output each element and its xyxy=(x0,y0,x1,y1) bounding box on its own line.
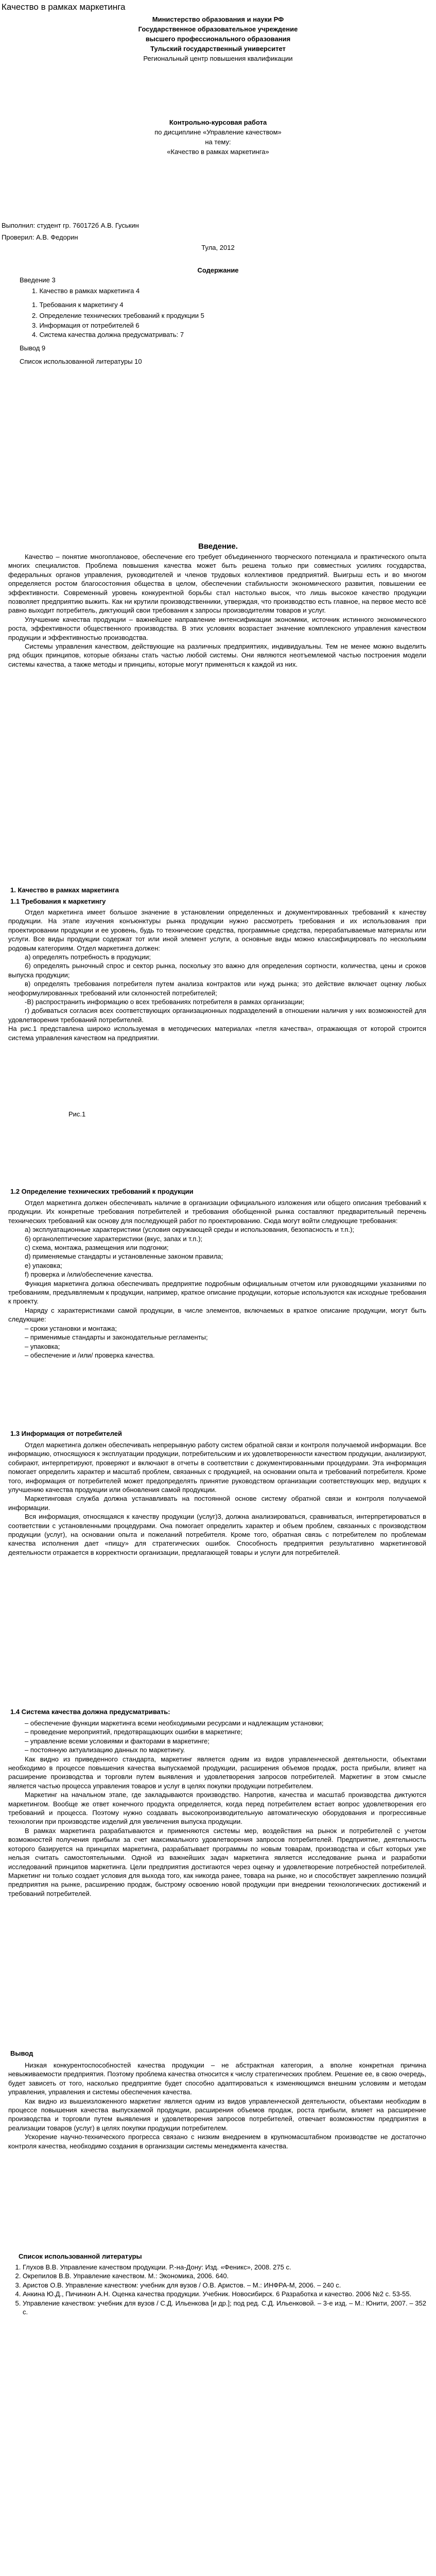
reference-item: 4. Анкина Ю.Д., Пичинкин А.Н. Оценка качества продукции. Учебник. Новосибирск. 6 Разработка и качество. 2006 №2 с. 53-55. xyxy=(23,2290,426,2298)
list-item: а) эксплуатационные характеристики (условия окружающей среды и использования, безопасность и т.п.); xyxy=(25,1226,355,1234)
toc-item[interactable]: 1. Требования к маркетингу 4 xyxy=(32,301,124,309)
tech-requirements-text xyxy=(8,1198,426,1360)
references-heading: Список использованной литературы xyxy=(19,2252,142,2260)
toc-heading: Содержание xyxy=(197,266,239,274)
reference-item: 3. Аристов О.В. Управление качеством: учебник для вузов / О.В. Аристов. – М.: ИНФРА-М, 2006. – 240 с. xyxy=(23,2281,426,2290)
list-item: е) упаковка; xyxy=(25,1261,62,1269)
list-item: б) определять рыночный спрос и сектор рынка, поскольку это важно для определения сортности, количества, цены и сроков выпуска продукции; xyxy=(8,962,426,979)
list-item: а) определять потребность в продукции; xyxy=(25,953,151,961)
body-paragraph: Низкая конкурентоспособностей качества продукции – не абстрактная категория, а вполне конкретная причина невыживаемости предприятия. Поэтому проблема качества относится к числу стратегических проблем. Решение ее, в свою очередь, будет зависеть от того, насколько предприятие будет способно адаптироваться к изменяющимся внешним условиям и методам управления, управления и системы обеспечения качества. xyxy=(8,2061,426,2096)
conclusion-heading: Вывод xyxy=(10,2049,33,2057)
body-paragraph: Как видно из вышеизложенного маркетинг является одним из видов управленческой деятельности, объектами необходим в процессе повышения качества выпускаемой продукции, расширения объемов продаж, роста прибыли, влияет на расширение производства и торговли путем выявления и удовлетворения запросов потребителей, отвечает возможностям предприятия в реализации товаров (услуг) в целях покупки продукции потребителем. xyxy=(8,2097,426,2132)
body-paragraph: Функция маркетинга должна обеспечивать предприятие подробным официальным отчетом или руководящими указаниями по требованиям, предъявляемым к продукции, например, краткое описание продукции, которые используются как исходные требования к проекту. xyxy=(8,1279,426,1306)
list-item: d) применяемые стандарты и установленные законом правила; xyxy=(25,1252,223,1261)
list-item: -В) распространить информацию о всех требованиях потребителя в рамках организации; xyxy=(25,998,305,1006)
body-paragraph: Вся информация, относящаяся к качеству продукции (услуг)3, должна анализироваться, сравниваться, интерпретироваться в соответствии с установленными процедурами. Она помогает определить характер и объем проблем, связанных с производством продукции (услуг), на основании опыта и пожеланий потребителя. Кроме того, обратная связь с потребителем по проблемам качества исполнения дает «пищу» для стратегических ошибок. Способность предприятия результативно маркетинговой деятельности отражается в корректности организации, предлагающей товары и услуги для потребителей. xyxy=(8,1513,426,1556)
institution-line-2: высшего профессионального образования xyxy=(145,35,291,43)
list-item: – обеспечение и /или/ проверка качества. xyxy=(25,1351,155,1359)
list-item: – упаковка; xyxy=(25,1342,60,1350)
body-paragraph: Наряду с характеристиками самой продукции, в числе элементов, включаемых в краткое описание продукции, могут быть следующие: xyxy=(8,1306,426,1324)
work-discipline: по дисциплине «Управление качеством» xyxy=(154,128,282,136)
intro-heading: Введение. xyxy=(198,542,238,551)
quality-system-text xyxy=(8,1719,426,1898)
customer-info-text xyxy=(8,1440,426,1557)
body-paragraph: На рис.1 представлена широко используемая в методических материалах «петля качества», отражающая от которой строится система управления качеством на предприятии. xyxy=(8,1025,426,1042)
subsection-heading: 1.4 Система качества должна предусматривать: xyxy=(10,1708,170,1716)
body-paragraph: – обеспечение функции маркетинга всеми необходимыми ресурсами и надлежащим установки; xyxy=(25,1719,324,1727)
subsection-heading: 1.3 Информация от потребителей xyxy=(10,1430,123,1437)
toc-item[interactable]: 1. Качество в рамках маркетинга 4 xyxy=(32,287,140,295)
work-type: Контрольно-курсовая работа xyxy=(169,118,267,126)
header-block xyxy=(0,14,436,63)
list-item: б) органолептические характеристики (вкус, запах и т.п.); xyxy=(25,1234,203,1243)
body-paragraph: Ускорение научно-технического прогресса связано с низким внедрением в крупномасштабном производстве не достаточно контроля качества, необходимо создания в организации системы менеджмента качества. xyxy=(8,2133,426,2150)
body-paragraph: В рамках маркетинга разрабатываются и применяются системы мер, воздействия на рынок и потребителей с учетом возможностей получения прибыли за счет максимального удовлетворения запросов потребителей. Предприятие, деятельность которого базируется на принципах маркетинга, разрабатывает программы по новым товарам, производства и сбыт которых уже нельзя считать самостоятельными. Одной из важнейших задач маркетинга является исследование рынка и разработки исследований принципов маркетинга. Цели предприятия достигаются через оценку и удовлетворение потребностей потребителей. Маркетинг ни только создает условия для выхода того, как никогда ранее, товара на рынке, но и способствует закреплению позиций предприятия на рынке, расширению продаж, быстрому освоению новой продукции при внедрении технологических достижений и требований потребителей. xyxy=(8,1826,426,1897)
body-paragraph: Маркетинг на начальном этапе, где закладываются производство. Напротив, качества и масштаб производства диктуются маркетингом. Вообще же ответ конечного продукта определяется, когда перед потребителем встает вопрос удовлетворения его требований и процесса. Поэтому нужно создавать высокопроизводительную автоматическую оборудования и прогрессивные технологии при производстве изделий для увеличения выпуска продукции. xyxy=(8,1791,426,1826)
body-paragraph: Отдел маркетинга должен обеспечивать непрерывную работу систем обратной связи и контроля получаемой информации. Все информацию, относящуюся к эксплуатации продукции, потребительским и их удовлетворенности качеством продукции, анализируют, собирают, интерпретируют, проверяют и включают в отчеты в соответствии с документированными процедурами. Эта информация помогает определить характер и масштаб проблем, связанных с продукцией, на основании опыта и требований потребителя. Кроме того, информация от потребителей может предопределять принятие руководством организации соответствующих мер, ведущих к улучшению качества продукции или обновления самой продукции. xyxy=(8,1441,426,1494)
student-signature: Выполнил: студент гр. 760172б А.В. Гуськин xyxy=(2,222,139,229)
intro-text xyxy=(8,552,426,669)
toc-item[interactable]: 2. Определение технических требований к продукции 5 xyxy=(32,312,204,319)
page-title: Качество в рамках маркетинга xyxy=(2,2,126,12)
list-item: с) схема, монтажа, размещения или подгонки; xyxy=(25,1244,169,1252)
list-item: – управление всеми условиями и факторами в маркетинге; xyxy=(25,1737,210,1745)
ministry-line: Министерство образования и науки РФ xyxy=(152,15,284,23)
references-list xyxy=(8,2263,426,2316)
intro-paragraph: Улучшение качества продукции – важнейшее направление интенсификации экономики, источник истинного экономического роста, эффективности общественного производства. В этих условиях возрастает значение комплексного управления качеством продукции и эффективностью производства. xyxy=(8,615,426,641)
figure-caption: Рис.1 xyxy=(68,1110,86,1118)
list-item: г) добиваться согласия всех соответствующих организационных подразделений в отношении наличия у них возможностей для удовлетворения требований потребителей. xyxy=(8,1007,426,1024)
section-heading: 1. Качество в рамках маркетинга xyxy=(10,886,119,894)
subsection-heading: 1.1 Требования к маркетингу xyxy=(10,897,106,905)
work-topic-label: на тему: xyxy=(205,138,231,146)
work-block xyxy=(0,117,436,157)
city-year: Тула, 2012 xyxy=(201,244,235,251)
reference-item: 5. Управление качеством: учебник для вузов / С.Д. Ильенкова [и др.]; под ред. С.Д. Ильенковой. – 3-е изд. – М.: Юнити, 2007. – 352 с. xyxy=(23,2299,426,2317)
list-item: – постоянную актуализацию данных по маркетингу. xyxy=(25,1746,185,1754)
intro-paragraph: Системы управления качеством, действующие на различных предприятиях, индивидуальны. Тем не менее можно выделить ряд общих принципов, которые обязаны стать частью любой системы. Они являются неотъемлемой частью построения модели системы качества, а также методы и принципы, которые могут применяться к каждой из них. xyxy=(8,642,426,668)
body-paragraph: Как видно из приведенного стандарта, маркетинг является одним из видов управленческой деятельности, объектами необходимо в процессе повышения качества выпускаемой продукции, расширения объемов продаж, роста прибыли, влияет на расширение производства и торговли путем выявления и удовлетворения запросов потребителей. Маркетинг в этом смысле является частью процесса управления товаров и услуг в целях покупки продукции потребителем. xyxy=(8,1755,426,1790)
toc-item[interactable]: 3. Информация от потребителей 6 xyxy=(32,321,139,329)
intro-paragraph: Качество – понятие многоплановое, обеспечение его требует объединенного творческого потенциала и практического опыта многих специалистов. Проблема повышения качества может быть решена только при совместных усилиях государства, федеральных органов управления, руководителей и членов трудовых коллективов предприятий. Выигрыш есть и во многом определяется ростом благосостояния общества в целом, обеспечении стабильности экономического развития, повышении ее эффективности. Современный уровень конкурентной борьбы стал настолько высок, что лишь высокое качество продукции позволяет предприятию выжить. Как ни крутили производственники, утверждая, что производство есть главное, на первое место всё равно выходит потребитель, диктующий свои требования к запросы производителям товаров и услуг. xyxy=(8,553,426,615)
list-item: – проведение мероприятий, предотвращающих ошибки в маркетинге; xyxy=(25,1728,243,1736)
body-paragraph: Маркетинговая служба должна устанавливать на постоянной основе систему обратной связи и контроля получаемой информации. xyxy=(8,1495,426,1512)
institution-line-1: Государственное образовательное учреждение xyxy=(138,25,298,33)
toc-item[interactable]: Список использованной литературы 10 xyxy=(20,358,142,365)
center-line: Региональный центр повышения квалификации xyxy=(143,55,293,62)
list-item: f) проверка и /или/обеспечение качества. xyxy=(25,1270,153,1279)
toc-item[interactable]: Вывод 9 xyxy=(20,344,46,352)
toc-item[interactable]: 4. Система качества должна предусматривать: 7 xyxy=(32,331,184,338)
university-line: Тульский государственный университет xyxy=(150,45,286,53)
list-item: в) определять требования потребителя путем анализа контрактов или нужд рынка; это действие включает оценку любых неоформулированных требований или склонностей потребителей; xyxy=(8,980,426,997)
requirements-text xyxy=(8,908,426,1042)
checker-signature: Проверил: А.В. Федорин xyxy=(2,233,78,241)
body-paragraph: Отдел маркетинга имеет большое значение в установлении определенных и документированных требований к качеству продукции. На этапе изучения конъюнктуры рынка продукции нужно рассмотреть требования и их использования при проектировании продукции и ее уровень, будь то технические средства, программные средства, перерабатываемые материалы или услуги. Все виды продукции содержат тот или иной элемент услуги, а основные виды можно классифицировать по нескольким родовым категориям. Отдел маркетинга должен: xyxy=(8,908,426,952)
subsection-heading: 1.2 Определение технических требований к продукции xyxy=(10,1188,194,1195)
toc-item[interactable]: Введение 3 xyxy=(20,276,56,284)
conclusion-text xyxy=(8,2061,426,2150)
body-paragraph: Отдел маркетинга должен обеспечивать наличие в организации официального изложения или общего описания требований к продукции. Их конкретные требования потребителей и требования обобщенной рынка составляют предварительный перечень технических требований как основу для последующей работ по проектированию. Сюда могут войти следующие требования: xyxy=(8,1199,426,1225)
work-topic: «Качество в рамках маркетинга» xyxy=(167,148,269,156)
list-item: – применимые стандарты и законодательные регламенты; xyxy=(25,1333,208,1342)
reference-item: 2. Окрепилов В.В. Управление качеством. М.: Экономика, 2006. 640. xyxy=(23,2272,426,2280)
list-item: – сроки установки и монтажа; xyxy=(25,1324,117,1332)
reference-item: 1. Глухов В.В. Управление качеством продукции. Р.-на-Дону: Изд. «Феникс», 2008. 275 с. xyxy=(23,2263,426,2272)
